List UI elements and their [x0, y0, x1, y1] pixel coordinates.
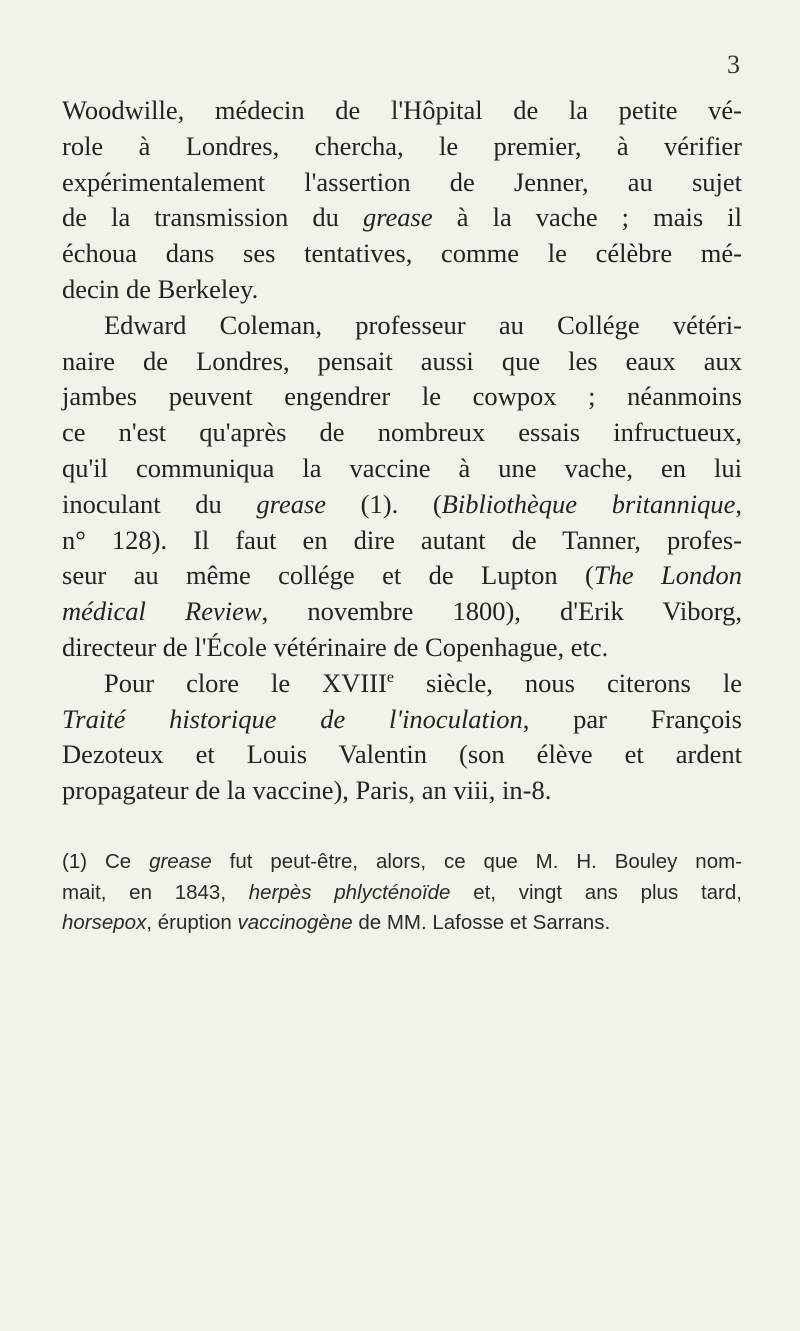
text-line	[62, 200, 742, 236]
text-run: (1). (	[326, 488, 442, 519]
text-line	[62, 666, 742, 702]
text-line: decin de Berkeley.	[62, 273, 259, 304]
text-run: , par François	[522, 703, 742, 734]
text-run: (1) Ce	[62, 850, 150, 873]
superscript: e	[386, 668, 394, 686]
italic-term: grease	[149, 850, 212, 873]
text-line: ce n'est qu'après de nombreux essais infructueux,	[62, 417, 742, 448]
text-line: Edward Coleman, professeur au Collége vétéri-	[104, 309, 742, 340]
footnote	[62, 847, 742, 939]
text-line: qu'il communiqua la vaccine à une vache, en lui	[62, 452, 742, 483]
footnote-line	[62, 908, 742, 939]
text-line	[62, 594, 742, 630]
text-run: Pour clore le XVIII	[104, 667, 387, 698]
text-line	[62, 702, 742, 738]
footnote-line	[62, 847, 742, 878]
italic-term: grease	[362, 202, 433, 233]
text-run: de la transmission du	[62, 202, 363, 233]
paragraph-coleman	[62, 308, 742, 666]
italic-term: grease	[256, 488, 327, 519]
text-run: fut peut-être, alors, ce que M. H. Bouley nom-	[211, 850, 742, 873]
text-line: échoua dans ses tentatives, comme le célèbre mé-	[62, 238, 742, 269]
text-run: de MM. Lafosse et Sarrans.	[352, 911, 611, 935]
text-run: seur au même collége et de Lupton (	[62, 560, 594, 591]
text-line: jambes peuvent engendrer le cowpox ; néanmoins	[62, 381, 742, 412]
text-run: siècle, nous citerons le	[393, 667, 742, 698]
text-line	[62, 487, 742, 523]
italic-term: vaccinogène	[237, 911, 353, 935]
text-run: ,	[735, 488, 742, 519]
text-run: , novembre 1800), d'Erik Viborg,	[261, 596, 742, 627]
italic-term: herpès phlycténoïde	[248, 880, 451, 904]
text-line: propagateur de la vaccine), Paris, an viii, in-8.	[62, 775, 552, 806]
text-line: naire de Londres, pensait aussi que les eaux aux	[62, 345, 742, 376]
paragraph-dezoteux	[62, 666, 742, 809]
text-line: Dezoteux et Louis Valentin (son élève et ardent	[62, 739, 742, 770]
text-line: expérimentalement l'assertion de Jenner, au sujet	[62, 166, 742, 197]
italic-title: Traité historique de l'inoculation	[62, 703, 523, 734]
paragraph-woodwille	[62, 93, 742, 308]
text-line: directeur de l'École vétérinaire de Copenhague, etc.	[62, 631, 609, 662]
page-number: 3	[727, 50, 740, 79]
text-line	[62, 558, 742, 594]
text-line: role à Londres, chercha, le premier, à vérifier	[62, 130, 742, 161]
text-line: Woodwille, médecin de l'Hôpital de la petite vé-	[62, 95, 742, 125]
text-line: n° 128). Il faut en dire autant de Tanner, profes-	[62, 524, 742, 555]
italic-title: médical Review	[62, 596, 262, 627]
text-run: , éruption	[146, 911, 238, 935]
text-run: mait, en 1843,	[62, 880, 249, 904]
italic-term: horsepox	[62, 911, 147, 935]
text-run: inoculant du	[62, 488, 257, 519]
footnote-line	[62, 878, 742, 909]
text-run: à la vache ; mais il	[432, 202, 742, 233]
italic-title: The London	[593, 560, 742, 591]
italic-title: Bibliothèque britannique	[441, 488, 736, 519]
text-run: et, vingt ans plus tard,	[450, 880, 742, 904]
main-text	[62, 93, 742, 809]
